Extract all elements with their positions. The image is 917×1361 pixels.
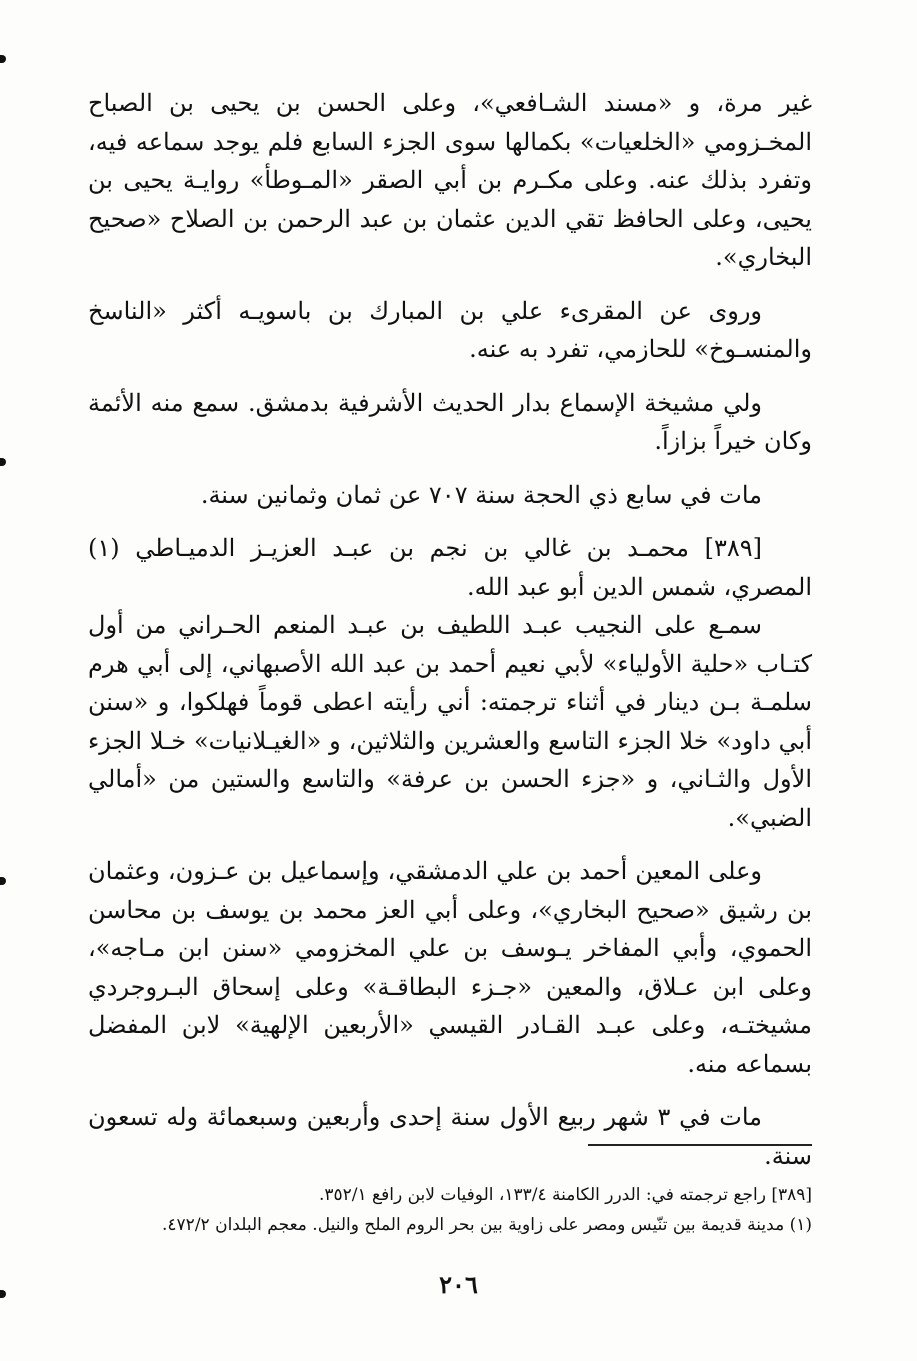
margin-mark: [0, 877, 6, 885]
paragraph-narration: وروى عن المقرىء علي بن المبارك بن باسويـه أكثر «الناسخ والمنسـوخ» للحازمي، تفرد به عنه.: [88, 296, 812, 363]
footnote-1: (١) مدينة قديمة بين تنّيس ومصر على زاوية بين بحر الروم الملح والنيل. معجم البلدان ٤٧٢/٢.: [162, 1215, 812, 1235]
page-body: [88, 84, 812, 1175]
margin-mark: [0, 55, 6, 63]
paragraph-position: ولي مشيخة الإسماع بدار الحديث الأشرفية بدمشق. سمع منه الأئمة وكان خيراً بزازاً.: [88, 388, 812, 455]
footnote-separator: [588, 1144, 812, 1146]
margin-mark: [0, 458, 6, 466]
entry-heading-389: [٣٨٩] محمـد بن غالي بن نجم بن عبـد العزيـز الدميـاطي (١) المصري، شمس الدين أبو عبد الله.: [88, 534, 812, 601]
paragraph-death-date: مات في سابع ذي الحجة سنة ٧٠٧ عن ثمان وثمانين سنة.: [200, 480, 762, 509]
paragraph-hearing: سمـع على النجيب عبـد اللطيف بن عبـد المنعم الحـراني من أول كتـاب «حلية الأولياء» لأبي نعيم أحمد بن عبد الله الأصبهاني، إلى أبي هرم سلمـة بـن دينار في أثناء ترجمته: أني رأيته اعطى قوماً فهلكوا، و «سنن أبي داود» خلا الجزء التاسع والعشرين والثلاثين، و «الغيـلانيات» خـلا الجزء الأول والثـاني، و «جزء الحسن بن عرفة» والتاسع والستين من «أمالي الضبي».: [88, 611, 812, 832]
paragraph-biography-continued: غير مرة، و «مسند الشـافعي»، وعلى الحسن بن يحيى بن الصباح المخـزومي «الخلعيات» بكمالها سوى الجزء السابع فلم يوجد سماعه فيه، وتفرد بذلك عنه. وعلى مكـرم بن أبي الصقر «المـوطأ» روايـة يحيى بن يحيى، وعلى الحافظ تقي الدين عثمان بن عبد الرحمن بن الصلاح «صحيح البخاري».: [88, 89, 812, 271]
footnote-389: [٣٨٩] راجع ترجمته في: الدرر الكامنة ١٣٣/٤، الوفيات لابن رافع ٣٥٢/١.: [318, 1185, 812, 1205]
footnotes: [140, 1180, 812, 1240]
paragraph-death-date-2: مات في ٣ شهر ربيع الأول سنة إحدى وأربعين وسبعمائة وله تسعون سنة.: [88, 1103, 812, 1170]
paragraph-teachers: وعلى المعين أحمد بن علي الدمشقي، وإسماعيل بن عـزون، وعثمان بن رشيق «صحيح البخاري»، وعلى أبي العز محمد بن يوسف بن محاسن الحموي، وأبي المفاخر يـوسف بن علي المخزومي «سنن ابن مـاجه»، وعلى ابن عـلاق، والمعين «جـزء البطاقـة» وعلى إسحاق البـروجردي مشيختـه، وعلى عبـد القـادر القيسي «الأربعين الإلهية» لابن المفضل بسماعه منه.: [88, 857, 812, 1078]
page-number: ٢٠٦: [439, 1270, 478, 1299]
